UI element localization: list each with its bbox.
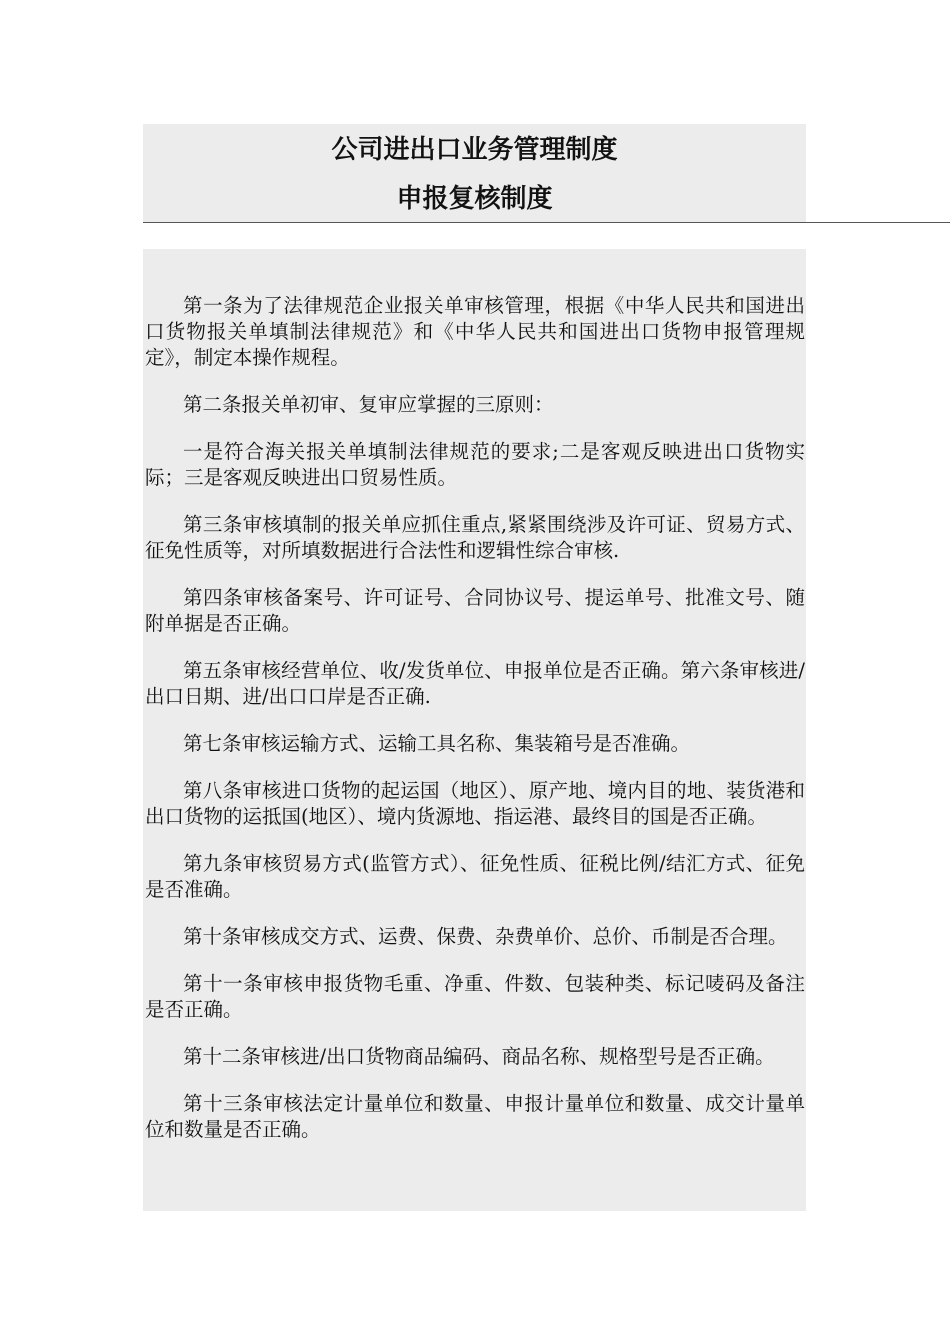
article-13: 第十三条审核法定计量单位和数量、申报计量单位和数量、成交计量单位和数量是否正确。 — [145, 1092, 805, 1141]
document-body — [145, 293, 805, 1164]
article-2: 第二条报关单初审、复审应掌握的三原则： — [183, 393, 554, 416]
article-3: 第三条审核填制的报关单应抓住重点,紧紧围绕涉及许可证、贸易方式、征免性质等，对所填数据进行合法性和逻辑性综合审核. — [145, 513, 805, 562]
article-9: 第九条审核贸易方式(监管方式）、征免性质、征税比例/结汇方式、征免是否准确。 — [145, 852, 805, 901]
article-12: 第十二条审核进/出口货物商品编码、商品名称、规格型号是否正确。 — [183, 1045, 775, 1068]
article-1: 第一条为了法律规范企业报关单审核管理，根据《中华人民共和国进出口货物报关单填制法律规范》和《中华人民共和国进出口货物申报管理规定》，制定本操作规程。 — [145, 294, 805, 369]
document-title: 公司进出口业务管理制度 — [331, 135, 618, 165]
article-2-principles: 一是符合海关报关单填制法律规范的要求;二是客观反映进出口货物实际；三是客观反映进出口贸易性质。 — [145, 440, 805, 489]
article-7: 第七条审核运输方式、运输工具名称、集装箱号是否准确。 — [183, 732, 691, 755]
header-divider — [143, 222, 950, 223]
article-11: 第十一条审核申报货物毛重、净重、件数、包装种类、标记唛码及备注是否正确。 — [145, 972, 805, 1021]
article-5-6: 第五条审核经营单位、收/发货单位、申报单位是否正确。第六条审核进/出口日期、进/出口口岸是否正确. — [145, 659, 805, 708]
article-4: 第四条审核备案号、许可证号、合同协议号、提运单号、批准文号、随附单据是否正确。 — [145, 586, 805, 635]
article-10: 第十条审核成交方式、运费、保费、杂费单价、总价、币制是否合理。 — [183, 925, 788, 948]
article-8: 第八条审核进口货物的起运国（地区）、原产地、境内目的地、装货港和出口货物的运抵国(地区）、境内货源地、指运港、最终目的国是否正确。 — [145, 779, 805, 828]
document-subtitle: 申报复核制度 — [396, 184, 553, 214]
